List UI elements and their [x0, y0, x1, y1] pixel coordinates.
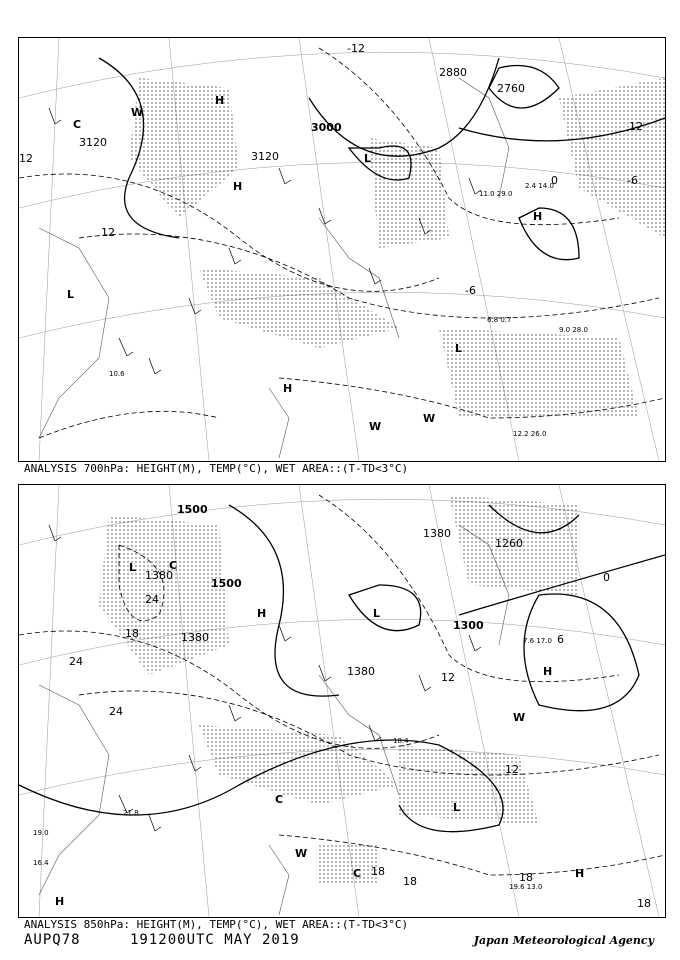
temp-label: 24 — [69, 655, 83, 668]
temp-label: 18 — [637, 897, 651, 910]
map-850hpa-svg — [19, 485, 665, 917]
station-label: 9.0 28.0 — [559, 326, 588, 334]
cold-symbol: C — [73, 118, 82, 131]
wet-area — [129, 78, 665, 418]
height-label: 3120 — [251, 150, 279, 163]
caption-850hpa: ANALYSIS 850hPa: HEIGHT(M), TEMP(°C), WET AREA::(T-TD<3°C) — [24, 918, 409, 931]
height-label: 1500 — [177, 503, 208, 516]
high-symbol: H — [283, 382, 293, 395]
temp-label: 12 — [505, 763, 519, 776]
high-symbol: H — [257, 607, 267, 620]
wet-area — [99, 495, 579, 885]
temp-label: 6 — [557, 633, 564, 646]
station-label: 16.4 — [33, 859, 49, 867]
caption-700hpa: ANALYSIS 700hPa: HEIGHT(M), TEMP(°C), WET AREA::(T-TD<3°C) — [24, 462, 409, 475]
map-panel-850hpa — [18, 484, 666, 918]
warm-symbol: W — [369, 420, 382, 433]
cold-symbol: C — [275, 793, 284, 806]
temp-label: 12 — [19, 152, 33, 165]
height-label: 3000 — [311, 121, 342, 134]
temp-label: 18 — [125, 627, 139, 640]
high-symbol: H — [215, 94, 225, 107]
map-panel-700hpa — [18, 37, 666, 462]
high-symbol: H — [533, 210, 543, 223]
temp-label: 0 — [551, 174, 558, 187]
low-symbol: L — [129, 561, 137, 574]
map-700hpa-svg — [19, 38, 665, 461]
temp-label: 12 — [441, 671, 455, 684]
warm-symbol: W — [513, 711, 526, 724]
temp-label: 24 — [145, 593, 159, 606]
station-label: 19.0 — [33, 829, 49, 837]
temp-label: -6 — [465, 284, 476, 297]
cold-symbol: C — [169, 559, 178, 572]
cold-symbol: C — [353, 867, 362, 880]
valid-time: 191200UTC MAY 2019 — [130, 932, 300, 948]
temp-label: -6 — [627, 174, 638, 187]
warm-symbol: W — [295, 847, 308, 860]
low-symbol: L — [455, 342, 463, 355]
agency-credit: Japan Meteorological Agency — [473, 934, 654, 947]
warm-symbol: W — [423, 412, 436, 425]
low-symbol: L — [373, 607, 381, 620]
high-symbol: H — [233, 180, 243, 193]
chart-code: AUPQ78 — [24, 932, 81, 948]
station-label: 19.6 13.0 — [509, 883, 543, 891]
temp-label: 18 — [519, 871, 533, 884]
temp-label: -12 — [347, 42, 365, 55]
high-symbol: H — [575, 867, 585, 880]
height-label: 2760 — [497, 82, 525, 95]
low-symbol: L — [364, 152, 372, 165]
warm-symbol: W — [131, 106, 144, 119]
station-label: 7.6 17.0 — [523, 637, 552, 645]
station-label: 6.8 0.7 — [487, 316, 512, 324]
station-label: 11.0 29.0 — [479, 190, 513, 198]
station-label: 18.4 — [393, 737, 409, 745]
station-label: 2.4 14.0 — [525, 182, 554, 190]
coastline — [39, 78, 509, 458]
station-label: 21.8 — [123, 809, 139, 817]
station-label: 12.2 26.0 — [513, 430, 547, 438]
height-label: 2880 — [439, 66, 467, 79]
height-label: 1380 — [347, 665, 375, 678]
low-symbol: L — [453, 801, 461, 814]
height-label: 1260 — [495, 537, 523, 550]
temp-labels — [19, 42, 643, 297]
height-label: 1380 — [145, 569, 173, 582]
height-label: 1500 — [211, 577, 242, 590]
high-symbol: H — [543, 665, 553, 678]
temp-label: 24 — [109, 705, 123, 718]
temp-label: 12 — [101, 226, 115, 239]
height-label: 1380 — [423, 527, 451, 540]
height-label: 1380 — [181, 631, 209, 644]
temp-label: 18 — [371, 865, 385, 878]
low-symbol: L — [67, 288, 75, 301]
height-label: 1300 — [453, 619, 484, 632]
temp-label: 12 — [629, 120, 643, 133]
temp-label: 18 — [403, 875, 417, 888]
high-symbol: H — [55, 895, 65, 908]
station-label: 10.6 — [109, 370, 125, 378]
temp-label: 0 — [603, 571, 610, 584]
height-label: 3120 — [79, 136, 107, 149]
